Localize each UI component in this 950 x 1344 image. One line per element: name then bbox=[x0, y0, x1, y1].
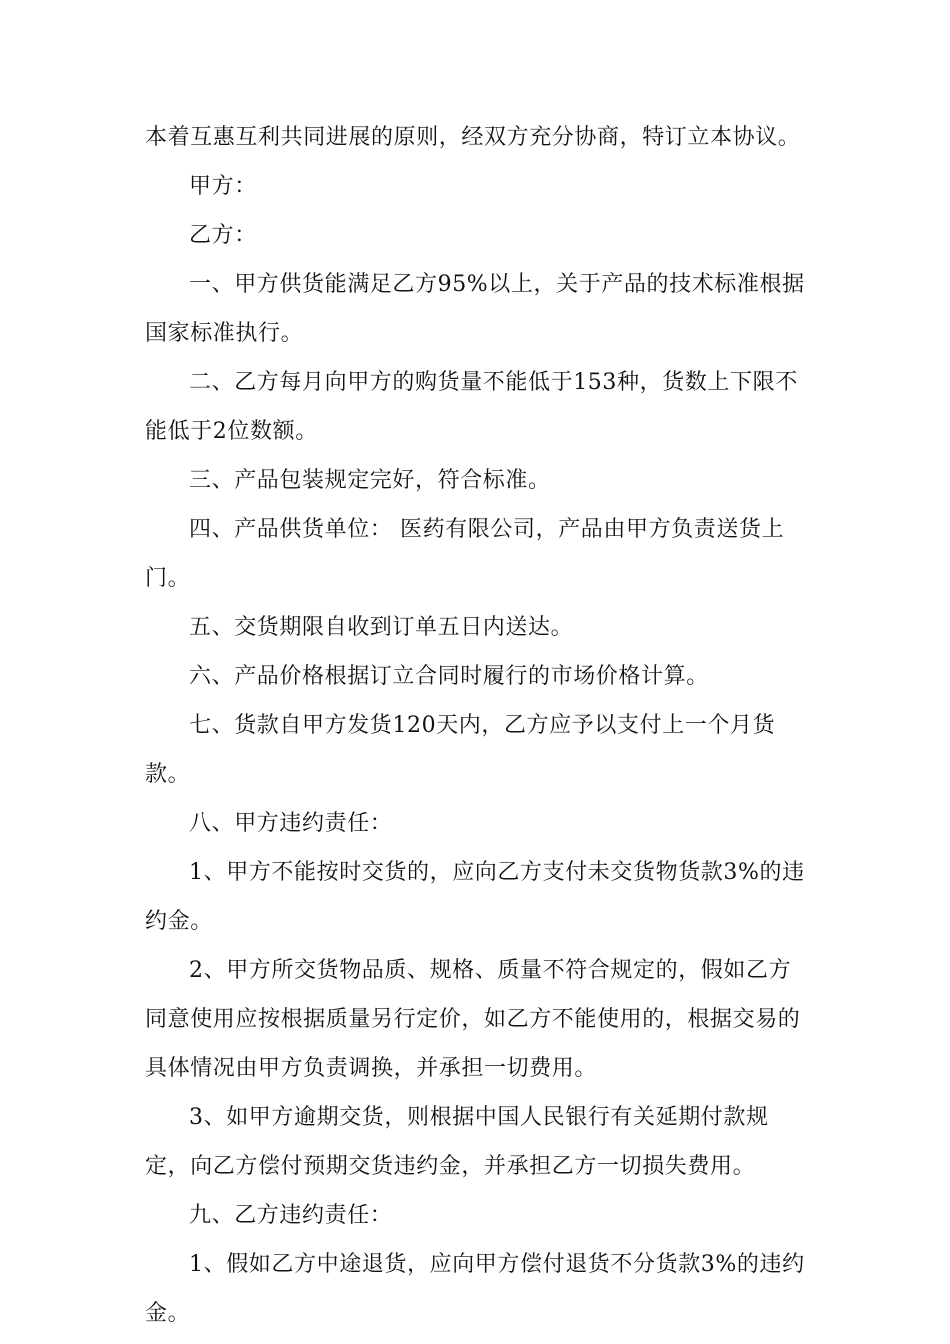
paragraph-clause-8-item-2: 2、甲方所交货物品质、规格、质量不符合规定的，假如乙方同意使用应按根据质量另行定价，如乙方不能使用的，根据交易的具体情况由甲方负责调换，并承担一切费用。 bbox=[145, 958, 801, 1081]
document-body bbox=[145, 113, 810, 1338]
paragraph-clause-9-heading: 九、乙方违约责任： bbox=[189, 1203, 393, 1228]
paragraph-clause-7: 七、货款自甲方发货120天内，乙方应予以支付上一个月货款。 bbox=[145, 713, 776, 787]
paragraph-clause-2: 二、乙方每月向甲方的购货量不能低于153种，货数上下限不能低于2位数额。 bbox=[145, 370, 798, 444]
paragraph-clause-8-item-3: 3、如甲方逾期交货，则根据中国人民银行有关延期付款规定，向乙方偿付预期交货违约金，并承担乙方一切损失费用。 bbox=[145, 1105, 769, 1179]
paragraph-clause-1: 一、甲方供货能满足乙方95%以上，关于产品的技术标准根据国家标准执行。 bbox=[145, 272, 805, 346]
paragraph-party-a: 甲方： bbox=[189, 174, 257, 199]
paragraph-clause-3: 三、产品包装规定完好，符合标准。 bbox=[189, 468, 551, 493]
paragraph-clause-8-item-1: 1、甲方不能按时交货的，应向乙方支付未交货物货款3%的违约金。 bbox=[145, 860, 805, 934]
paragraph-clause-4: 四、产品供货单位： 医药有限公司，产品由甲方负责送货上门。 bbox=[145, 517, 785, 591]
paragraph-party-b: 乙方： bbox=[189, 223, 257, 248]
paragraph-clause-9-item-1: 1、假如乙方中途退货，应向甲方偿付退货不分货款3%的违约金。 bbox=[145, 1252, 805, 1326]
paragraph-preamble: 本着互惠互利共同进展的原则，经双方充分协商，特订立本协议。 bbox=[145, 125, 801, 150]
paragraph-clause-6: 六、产品价格根据订立合同时履行的市场价格计算。 bbox=[189, 664, 709, 689]
paragraph-clause-8-heading: 八、甲方违约责任： bbox=[189, 811, 393, 836]
paragraph-clause-5: 五、交货期限自收到订单五日内送达。 bbox=[189, 615, 574, 640]
